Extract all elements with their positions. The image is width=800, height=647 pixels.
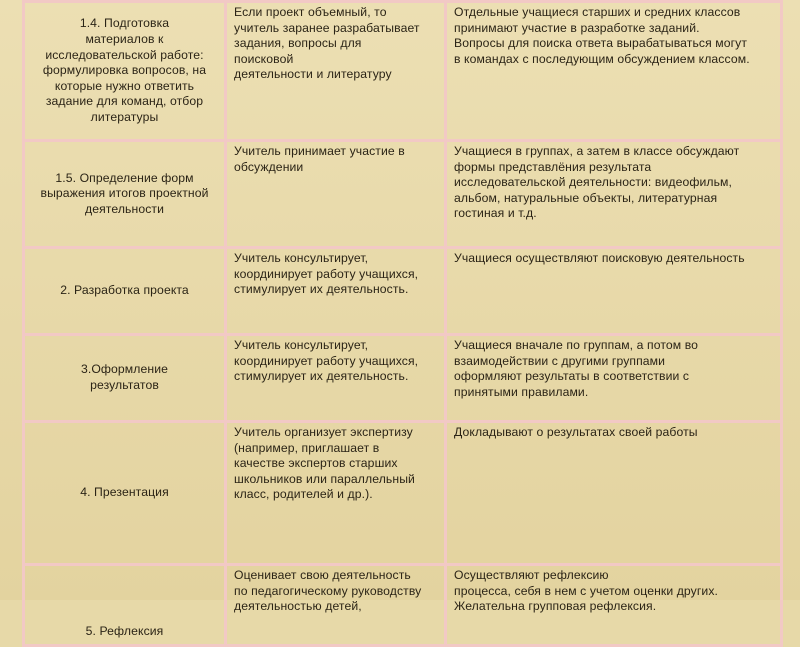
students-cell xyxy=(446,2,782,141)
teacher-text: Оценивает свою деятельность по педагогическому руководству деятельностью детей, xyxy=(234,568,422,614)
teacher-cell xyxy=(226,335,446,422)
students-cell xyxy=(446,565,782,646)
table-row xyxy=(24,422,782,565)
students-text: Докладывают о результатах своей работы xyxy=(454,425,698,439)
stage-cell xyxy=(24,2,226,141)
teacher-cell xyxy=(226,2,446,141)
stage-cell xyxy=(24,422,226,565)
table-row xyxy=(24,141,782,248)
students-text: Осуществляют рефлексию процесса, себя в нем с учетом оценки других. Желательна групповая рефлексия. xyxy=(454,568,719,614)
table-row xyxy=(24,2,782,141)
students-text: Учащиеся в группах, а затем в классе обсуждают формы представлёния результата исследовательской деятельности: видеофильм, альбом, натуральные объекты, литературная гостиная и т.д. xyxy=(454,144,740,221)
students-cell xyxy=(446,248,782,335)
students-cell xyxy=(446,335,782,422)
stage-text: 5. Рефлексия xyxy=(85,624,164,639)
table-row xyxy=(24,565,782,646)
teacher-cell xyxy=(226,422,446,565)
teacher-cell xyxy=(226,141,446,248)
stage-text: 3.Оформление результатов xyxy=(80,362,168,392)
teacher-text: Учитель консультирует, координирует работу учащихся, стимулирует их деятельность. xyxy=(234,338,419,384)
students-text: Учащиеся вначале по группам, а потом во взаимодействии с другими группами оформляют результаты в соответствии с принятыми правилами. xyxy=(454,338,699,399)
teacher-cell xyxy=(226,565,446,646)
stage-text: 4. Презентация xyxy=(80,485,169,500)
students-cell xyxy=(446,422,782,565)
students-cell xyxy=(446,141,782,248)
table-row xyxy=(24,248,782,335)
stage-text: 2. Разработка проекта xyxy=(60,283,189,298)
teacher-cell xyxy=(226,248,446,335)
project-stages-table xyxy=(22,0,783,647)
stage-cell xyxy=(24,335,226,422)
stage-text: 1.5. Определение форм выражения итогов проектной деятельности xyxy=(40,170,209,216)
stage-cell xyxy=(24,141,226,248)
teacher-text: Учитель консультирует, координирует работу учащихся, стимулирует их деятельность. xyxy=(234,251,419,297)
stage-cell xyxy=(24,565,226,646)
teacher-text: Учитель принимает участие в обсуждении xyxy=(234,144,405,174)
teacher-text: Если проект объемный, то учитель заранее разрабатывает задания, вопросы для поисковой деятельности и литературу xyxy=(234,5,420,82)
stage-cell xyxy=(24,248,226,335)
stage-text: 1.4. Подготовка материалов к исследовательской работе: формулировка вопросов, на которые нужно ответить задание для команд, отбор литературы xyxy=(42,16,207,124)
table-row xyxy=(24,335,782,422)
students-text: Учащиеся осуществляют поисковую деятельность xyxy=(454,251,745,265)
teacher-text: Учитель организует экспертизу (например, приглашает в качестве экспертов старших школьников или параллельный класс, родителей и др.). xyxy=(234,425,415,502)
students-text: Отдельные учащиеся старших и средних классов принимают участие в разработке заданий. Вопросы для поиска ответа вырабатываться могут в командах с последующим обсуждением классом. xyxy=(454,5,750,66)
